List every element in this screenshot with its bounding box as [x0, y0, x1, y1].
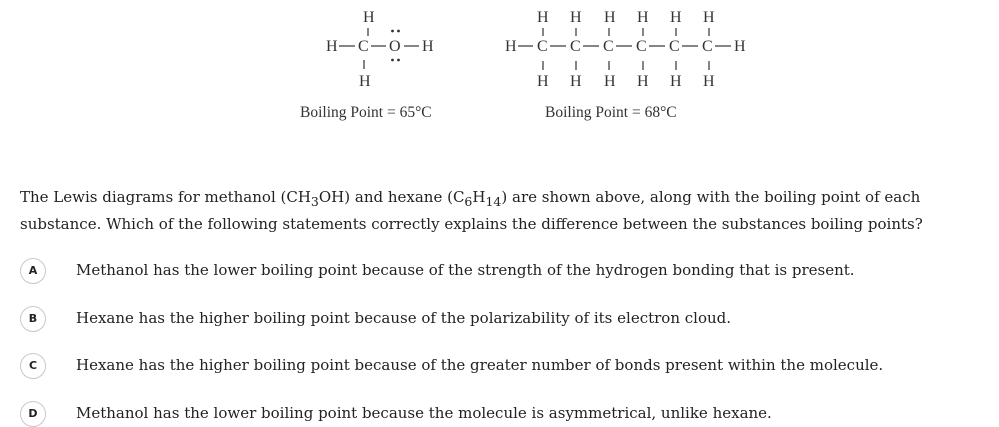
methanol-boiling-point: Boiling Point = 65°C	[300, 104, 432, 121]
hexane-c: C	[702, 38, 713, 55]
hexane-h-left: H	[505, 38, 517, 55]
choice-text[interactable]: Hexane has the higher boiling point because of the greater number of bonds present within the molecule.	[76, 356, 884, 374]
answer-choice-d[interactable]	[20, 401, 980, 427]
question-text: The Lewis diagrams for methanol (CH	[20, 188, 311, 206]
hexane-h-top: H	[537, 9, 549, 26]
lewis-diagrams	[0, 0, 999, 140]
choice-letter-badge[interactable]: B	[20, 306, 46, 332]
hexane-h-right: H	[734, 38, 746, 55]
answer-choice-c[interactable]	[20, 353, 980, 379]
hexane-c: C	[636, 38, 647, 55]
choice-letter-badge[interactable]: C	[20, 353, 46, 379]
hexane-c: C	[603, 38, 614, 55]
answer-choice-a[interactable]	[20, 258, 980, 284]
methanol-h-top: H	[363, 9, 375, 26]
question-text: OH) and hexane (C	[318, 188, 465, 206]
answer-choice-b[interactable]	[20, 306, 980, 332]
hexane-h-top: H	[570, 9, 582, 26]
hexane-h-bottom: H	[637, 73, 649, 90]
hexane-c: C	[537, 38, 548, 55]
methanol-h-bottom: H	[359, 73, 371, 90]
hexane-c: C	[570, 38, 581, 55]
question-stem	[20, 186, 985, 235]
choice-letter-badge[interactable]: D	[20, 401, 46, 427]
hexane-h-top: H	[703, 9, 715, 26]
lewis-diagrams-svg	[0, 0, 999, 140]
hexane-h-bottom: H	[604, 73, 616, 90]
hexane-h-bottom: H	[570, 73, 582, 90]
choice-text[interactable]: Hexane has the higher boiling point because of the polarizability of its electron cloud.	[76, 309, 732, 327]
methanol-diagram	[326, 9, 434, 90]
choice-text[interactable]: Methanol has the lower boiling point because of the strength of the hydrogen bonding that is present.	[76, 261, 855, 279]
hexane-h-bottom: H	[537, 73, 549, 90]
choice-letter-badge[interactable]: A	[20, 258, 46, 284]
lone-pair-dot	[391, 59, 394, 62]
hexane-boiling-point: Boiling Point = 68°C	[545, 104, 677, 121]
choice-text[interactable]: Methanol has the lower boiling point because the molecule is asymmetrical, unlike hexane.	[76, 404, 772, 422]
lone-pair-dot	[397, 30, 400, 33]
lone-pair-dot	[391, 30, 394, 33]
subscript: 14	[485, 194, 502, 209]
hexane-h-top: H	[604, 9, 616, 26]
hexane-h-top: H	[670, 9, 682, 26]
subscript: 6	[464, 194, 473, 209]
hexane-h-bottom: H	[670, 73, 682, 90]
question-text: H	[472, 188, 486, 206]
hexane-diagram	[505, 9, 746, 90]
lone-pair-dot	[397, 59, 400, 62]
methanol-c: C	[358, 38, 369, 55]
hexane-c: C	[669, 38, 680, 55]
methanol-h-left: H	[326, 38, 338, 55]
methanol-h-right: H	[422, 38, 434, 55]
hexane-h-top: H	[637, 9, 649, 26]
subscript: 3	[310, 194, 319, 209]
methanol-o: O	[389, 38, 401, 55]
question-text: ) are shown above, along with the boiling point of each substance. Which of the following statements correctly explains the difference between the substances boiling points?	[20, 188, 923, 233]
hexane-h-bottom: H	[703, 73, 715, 90]
